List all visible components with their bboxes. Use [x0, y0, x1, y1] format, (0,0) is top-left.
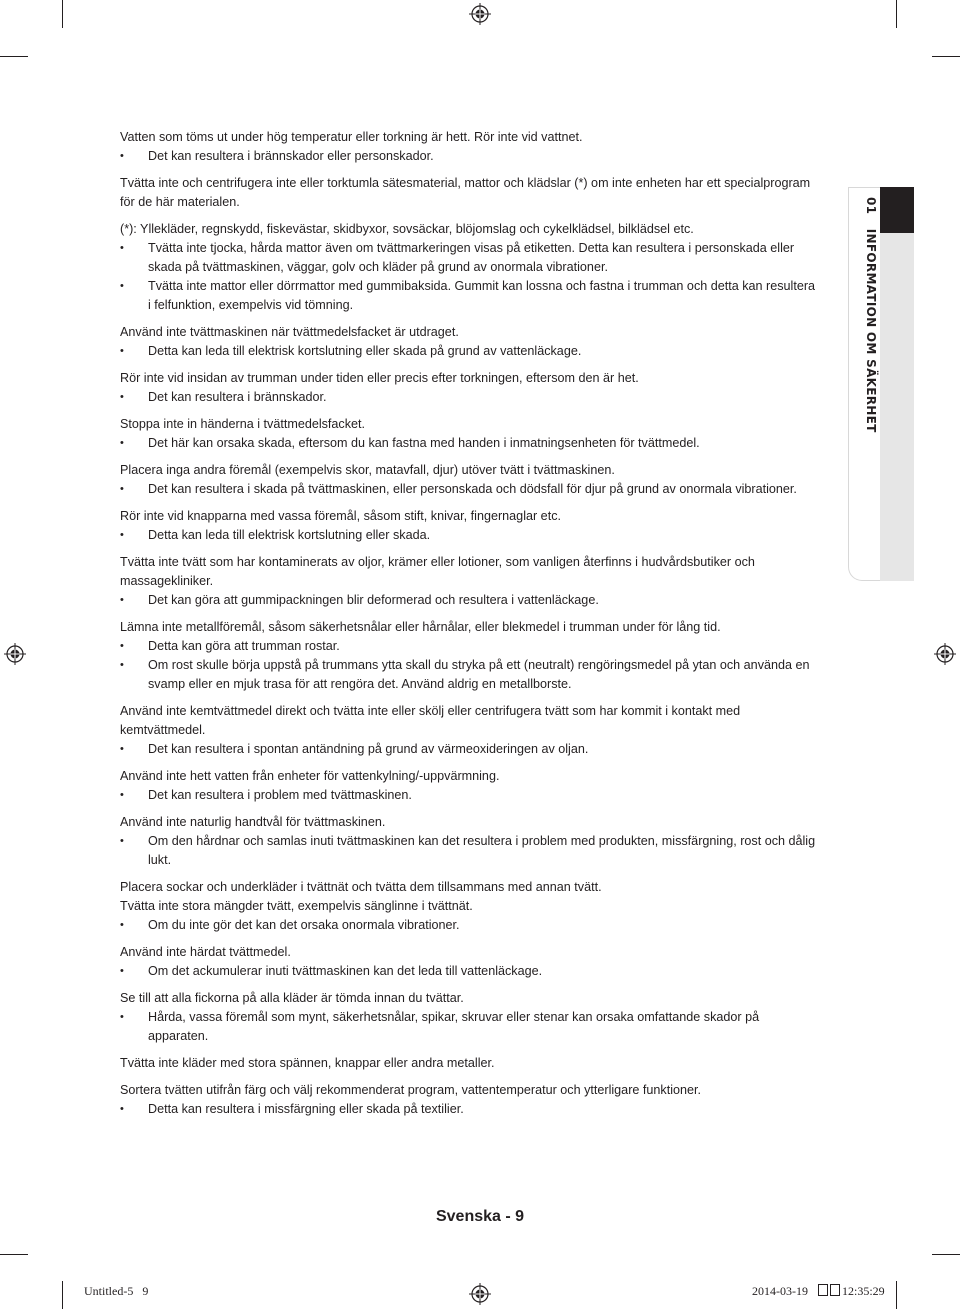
slug-boxes — [818, 1284, 840, 1300]
slug-file: Untitled-5 9 — [84, 1284, 149, 1298]
safety-statement: Använd inte härdat tvättmedel. — [120, 945, 291, 959]
safety-bullet: • Det kan resultera i skada på tvättmaskinen, eller personskada och dödsfall för djur på grund av onormala vibrationer. — [120, 480, 820, 499]
safety-bullet: • Tvätta inte tjocka, hårda mattor även om tvättmarkeringen visas på etiketten. Detta kan resultera i personskada eller skada på tvättmaskinen, väggar, golv och kläder på grund av onormala vibrationer. — [120, 239, 820, 277]
safety-statement: Tvätta inte kläder med stora spännen, knappar eller andra metaller. — [120, 1056, 495, 1070]
safety-statement: Vatten som töms ut under hög temperatur eller torkning är hett. Rör inte vid vattnet. — [120, 130, 583, 144]
safety-item — [120, 897, 820, 935]
safety-statement: Tvätta inte stora mängder tvätt, exempelvis sänglinne i tvättnät. — [120, 899, 473, 913]
crop-mark — [896, 0, 897, 28]
safety-content — [120, 128, 820, 1127]
safety-statement: Lämna inte metallföremål, såsom säkerhetsnålar eller hårnålar, eller blekmedel i trumman under för lång tid. — [120, 620, 721, 634]
safety-item — [120, 128, 820, 166]
safety-item — [120, 1081, 820, 1119]
safety-bullet: • Detta kan leda till elektrisk kortslutning eller skada på grund av vattenläckage. — [120, 342, 820, 361]
safety-item — [120, 507, 820, 545]
safety-statement: Rör inte vid insidan av trumman under tiden eller precis efter torkningen, eftersom den är het. — [120, 371, 639, 385]
safety-bullet: • Det kan resultera i brännskador eller personskador. — [120, 147, 820, 166]
safety-statement: Stoppa inte in händerna i tvättmedelsfacket. — [120, 417, 366, 431]
safety-item — [120, 461, 820, 499]
safety-statement: Använd inte hett vatten från enheter för vattenkylning/-uppvärmning. — [120, 769, 500, 783]
safety-statement: Placera sockar och underkläder i tvättnät och tvätta dem tillsammans med annan tvätt. — [120, 880, 602, 894]
safety-item — [120, 174, 820, 212]
safety-statement: Sortera tvätten utifrån färg och välj rekommenderat program, vattentemperatur och ytterligare funktioner. — [120, 1083, 701, 1097]
slug-date: 2014-03-19 — [752, 1284, 808, 1298]
page-number: Svenska - 9 — [435, 1208, 525, 1225]
crop-mark — [62, 0, 63, 28]
safety-bullet: • Om rost skulle börja uppstå på trummans ytta skall du stryka på ett (neutralt) rengöringsmedel på ytan och använda en svamp eller en mjuk trasa för att rengöra det. Använd aldrig en metallborste. — [120, 656, 820, 694]
registration-mark-icon — [934, 643, 956, 665]
safety-item — [120, 1054, 820, 1073]
safety-item — [120, 553, 820, 610]
safety-item — [120, 702, 820, 759]
safety-statement: Placera inga andra föremål (exempelvis skor, matavfall, djur) utöver tvätt i tvättmaskinen. — [120, 463, 615, 477]
safety-bullet: • Om den hårdnar och samlas inuti tvättmaskinen kan det resultera i problem med produkten, missfärgning, rost och dålig lukt. — [120, 832, 820, 870]
chapter-title: INFORMATION OM SÄKERHET — [864, 228, 878, 433]
safety-item — [120, 369, 820, 407]
crop-mark — [0, 56, 28, 57]
safety-statement: Använd inte tvättmaskinen när tvättmedelsfacket är utdraget. — [120, 325, 459, 339]
crop-mark — [896, 1281, 897, 1309]
safety-item — [120, 767, 820, 805]
crop-mark — [0, 1254, 28, 1255]
safety-bullet: • Det kan resultera i problem med tvättmaskinen. — [120, 786, 820, 805]
safety-bullet: • Det kan göra att gummipackningen blir deformerad och resultera i vattenläckage. — [120, 591, 820, 610]
safety-item — [120, 618, 820, 694]
crop-mark — [62, 1281, 63, 1309]
safety-bullet: • Hårda, vassa föremål som mynt, säkerhetsnålar, spikar, skruvar eller stenar kan orsaka omfattande skador på apparaten. — [120, 1008, 820, 1046]
safety-bullet: • Om det ackumulerar inuti tvättmaskinen kan det leda till vattenläckage. — [120, 962, 820, 981]
chapter-tab — [848, 187, 914, 581]
safety-bullet: • Detta kan göra att trumman rostar. — [120, 637, 820, 656]
safety-statement: Rör inte vid knapparna med vassa föremål, såsom stift, knivar, fingernaglar etc. — [120, 509, 561, 523]
safety-statement: Tvätta inte tvätt som har kontaminerats av oljor, krämer eller lotioner, som vanligen återfinns i hudvårdsbutiker och massagekliniker. — [120, 555, 755, 588]
safety-item — [120, 813, 820, 870]
safety-statement: Se till att alla fickorna på alla kläder är tömda innan du tvättar. — [120, 991, 464, 1005]
safety-bullet: • Om du inte gör det kan det orsaka onormala vibrationer. — [120, 916, 820, 935]
slug-time: 12:35:29 — [842, 1284, 885, 1298]
crop-mark — [932, 1254, 960, 1255]
safety-statement: Tvätta inte och centrifugera inte eller torktumla sätesmaterial, mattor och klädslar (*) om inte enheten har ett specialprogram för de här materialen. — [120, 176, 811, 209]
safety-bullet: • Det här kan orsaka skada, eftersom du kan fastna med handen i inmatningsenheten för tvättmedel. — [120, 434, 820, 453]
safety-bullet: • Det kan resultera i spontan antändning på grund av värmeoxideringen av oljan. — [120, 740, 820, 759]
registration-mark-icon — [469, 3, 491, 25]
safety-item — [120, 989, 820, 1046]
registration-mark-icon — [469, 1283, 491, 1305]
safety-item — [120, 878, 820, 897]
safety-item — [120, 323, 820, 361]
safety-bullet: • Det kan resultera i brännskador. — [120, 388, 820, 407]
safety-bullet: • Tvätta inte mattor eller dörrmattor med gummibaksida. Gummit kan lossna och fastna i trumman och detta kan resultera i felfunktion, exempelvis vid tömning. — [120, 277, 820, 315]
safety-statement: Använd inte naturlig handtvål för tvättmaskinen. — [120, 815, 386, 829]
safety-item — [120, 943, 820, 981]
chapter-number: 01 — [864, 197, 878, 215]
safety-item — [120, 220, 820, 315]
safety-bullet: • Detta kan leda till elektrisk kortslutning eller skada. — [120, 526, 820, 545]
registration-mark-icon — [4, 643, 26, 665]
safety-statement: (*): Yllekläder, regnskydd, fiskevästar, skidbyxor, sovsäckar, blöjomslag och cykelklädsel, bilklädsel etc. — [120, 222, 694, 236]
safety-statement: Använd inte kemtvättmedel direkt och tvätta inte eller skölj eller centrifugera tvätt som har kommit i kontakt med kemtvättmedel. — [120, 704, 741, 737]
crop-mark — [932, 56, 960, 57]
safety-bullet: • Detta kan resultera i missfärgning eller skada på textilier. — [120, 1100, 820, 1119]
chapter-tab-bar — [880, 187, 914, 581]
chapter-tab-label — [864, 197, 878, 433]
safety-item — [120, 415, 820, 453]
chapter-tab-marker — [880, 187, 914, 233]
